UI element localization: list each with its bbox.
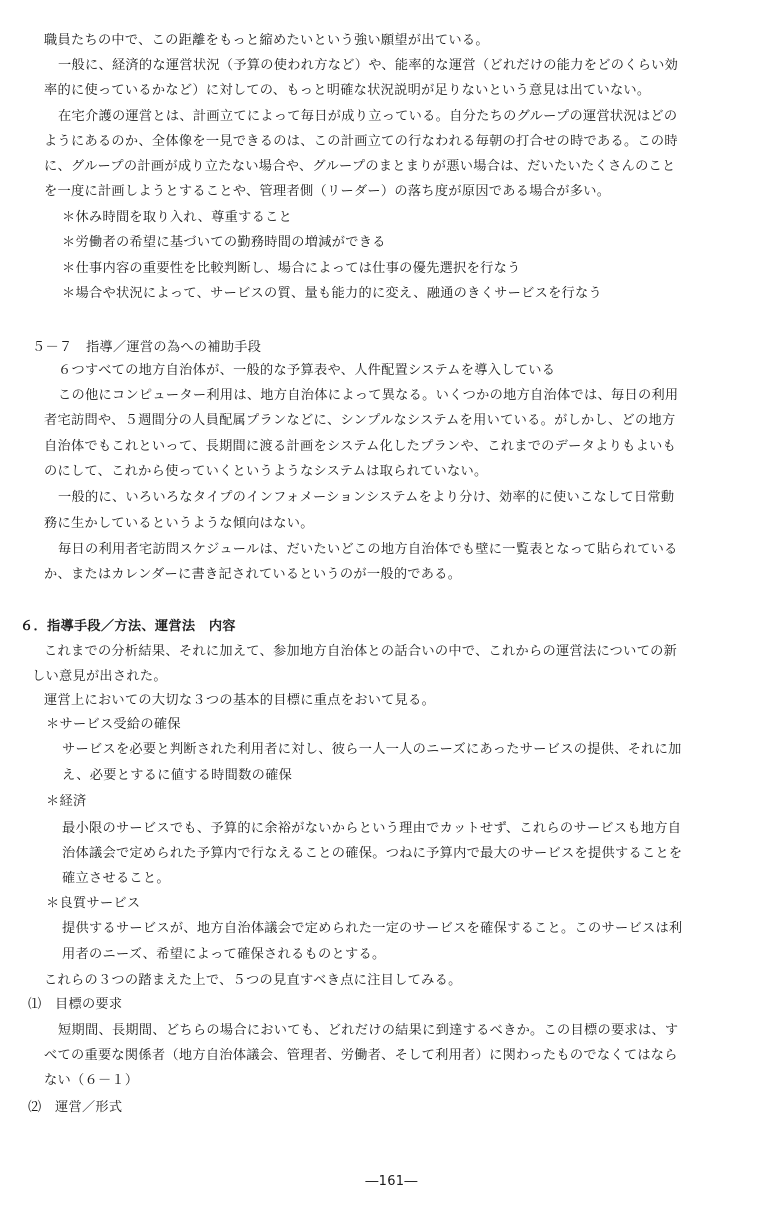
bullet-item: ＊場合や状況によって、サービスの質、量も能力的に変え、融通のきくサービスを行なう [62, 286, 603, 301]
goal-heading: ＊良質サービス [46, 896, 141, 911]
paragraph-line: ない（６－１） [44, 1073, 139, 1088]
paragraph-line: え、必要とするに値する時間数の確保 [62, 768, 293, 783]
paragraph-line: この他にコンピューター利用は、地方自治体によって異なる。いくつかの地方自治体では、毎日の利用 [58, 388, 679, 403]
paragraph-line: 運営上においての大切な３つの基本的目標に重点をおいて見る。 [44, 693, 436, 708]
paragraph-line: 職員たちの中で、この距離をもっと縮めたいという強い願望が出ている。 [44, 33, 489, 48]
paragraph-line: 一般に、経済的な運営状況（予算の使われ方など）や、能率的な運営（どれだけの能力をどのくらい効 [58, 58, 679, 73]
numbered-heading: ⑴ 目標の要求 [28, 997, 123, 1012]
section-heading-5-7: ５－７ 指導／運営の為への補助手段 [32, 340, 262, 355]
paragraph-line: べての重要な関係者（地方自治体議会、管理者、労働者、そして利用者）に関わったものでなくてはなら [44, 1048, 678, 1063]
paragraph-line: 者宅訪問や、５週間分の人員配属プランなどに、シンプルなシステムを用いている。がしかし、どの地方 [44, 413, 676, 428]
paragraph-line: 率的に使っているかなど）に対しての、もっと明確な状況説明が足りないという意見は出ていない。 [44, 83, 651, 98]
paragraph-line: 一般的に、いろいろなタイプのインフォメーションシステムをより分け、効率的に使いこなして日常動 [58, 490, 675, 505]
paragraph-line: 提供するサービスが、地方自治体議会で定められた一定のサービスを確保すること。このサービスは利 [62, 921, 683, 936]
paragraph-line: これらの３つの踏まえた上で、５つの見直すべき点に注目してみる。 [44, 973, 462, 988]
bullet-item: ＊労働者の希望に基づいての勤務時間の増減ができる [62, 235, 386, 250]
section-heading-6: ６．指導手段／方法、運営法 内容 [20, 619, 236, 634]
paragraph-line: しい意見が出された。 [32, 669, 167, 684]
paragraph-line: 務に生かしているというような傾向はない。 [44, 516, 314, 531]
page-number: ―161― [365, 1174, 418, 1189]
bullet-item: ＊休み時間を取り入れ、尊重すること [62, 210, 293, 225]
paragraph-line: か、またはカレンダーに書き記されているというのが一般的である。 [44, 567, 462, 582]
goal-heading: ＊サービス受給の確保 [46, 717, 181, 732]
paragraph-line: ６つすべての地方自治体が、一般的な予算表や、人件配置システムを導入している [58, 363, 556, 378]
paragraph-line: 短期間、長期間、どちらの場合においても、どれだけの結果に到達するべきか。この目標の要求は、す [58, 1023, 679, 1038]
paragraph-line: 治体議会で定められた予算内で行なえることの確保。つねに予算内で最大のサービスを提供することを [62, 846, 683, 861]
paragraph-line: を一度に計画しようとすることや、管理者側（リーダー）の落ち度が原因である場合が多い。 [44, 184, 611, 199]
bullet-item: ＊仕事内容の重要性を比較判断し、場合によっては仕事の優先選択を行なう [62, 261, 521, 276]
paragraph-line: 自治体でもこれといって、長期間に渡る計画をシステム化したプランや、これまでのデータよりもよいも [44, 439, 677, 454]
paragraph-line: サービスを必要と判断された利用者に対し、彼ら一人一人のニーズにあったサービスの提供、それに加 [62, 742, 682, 757]
goal-heading: ＊経済 [46, 794, 87, 809]
paragraph-line: 最小限のサービスでも、予算的に余裕がないからという理由でカットせず、これらのサービスも地方自 [62, 821, 682, 836]
paragraph-line: に、グループの計画が成り立たない場合や、グループのまとまりが悪い場合は、だいたいたくさんのこと [44, 159, 676, 174]
paragraph-line: 用者のニーズ、希望によって確保されるものとする。 [62, 947, 386, 962]
paragraph-line: これまでの分析結果、それに加えて、参加地方自治体との話合いの中で、これからの運営法についての新 [44, 644, 678, 659]
paragraph-line: ようにあるのか、全体像を一見できるのは、この計画立ての行なわれる毎朝の打合せの時である。この時 [44, 134, 678, 149]
paragraph-line: のにして、これから使っていくというようなシステムは取られていない。 [44, 464, 488, 479]
paragraph-line: 毎日の利用者宅訪問スケジュールは、だいたいどこの地方自治体でも壁に一覧表となって貼られている [58, 542, 678, 557]
paragraph-line: 在宅介護の運営とは、計画立てによって毎日が成り立っている。自分たちのグループの運営状況はどの [58, 109, 678, 124]
paragraph-line: 確立させること。 [62, 871, 170, 886]
numbered-heading: ⑵ 運営／形式 [28, 1100, 123, 1115]
